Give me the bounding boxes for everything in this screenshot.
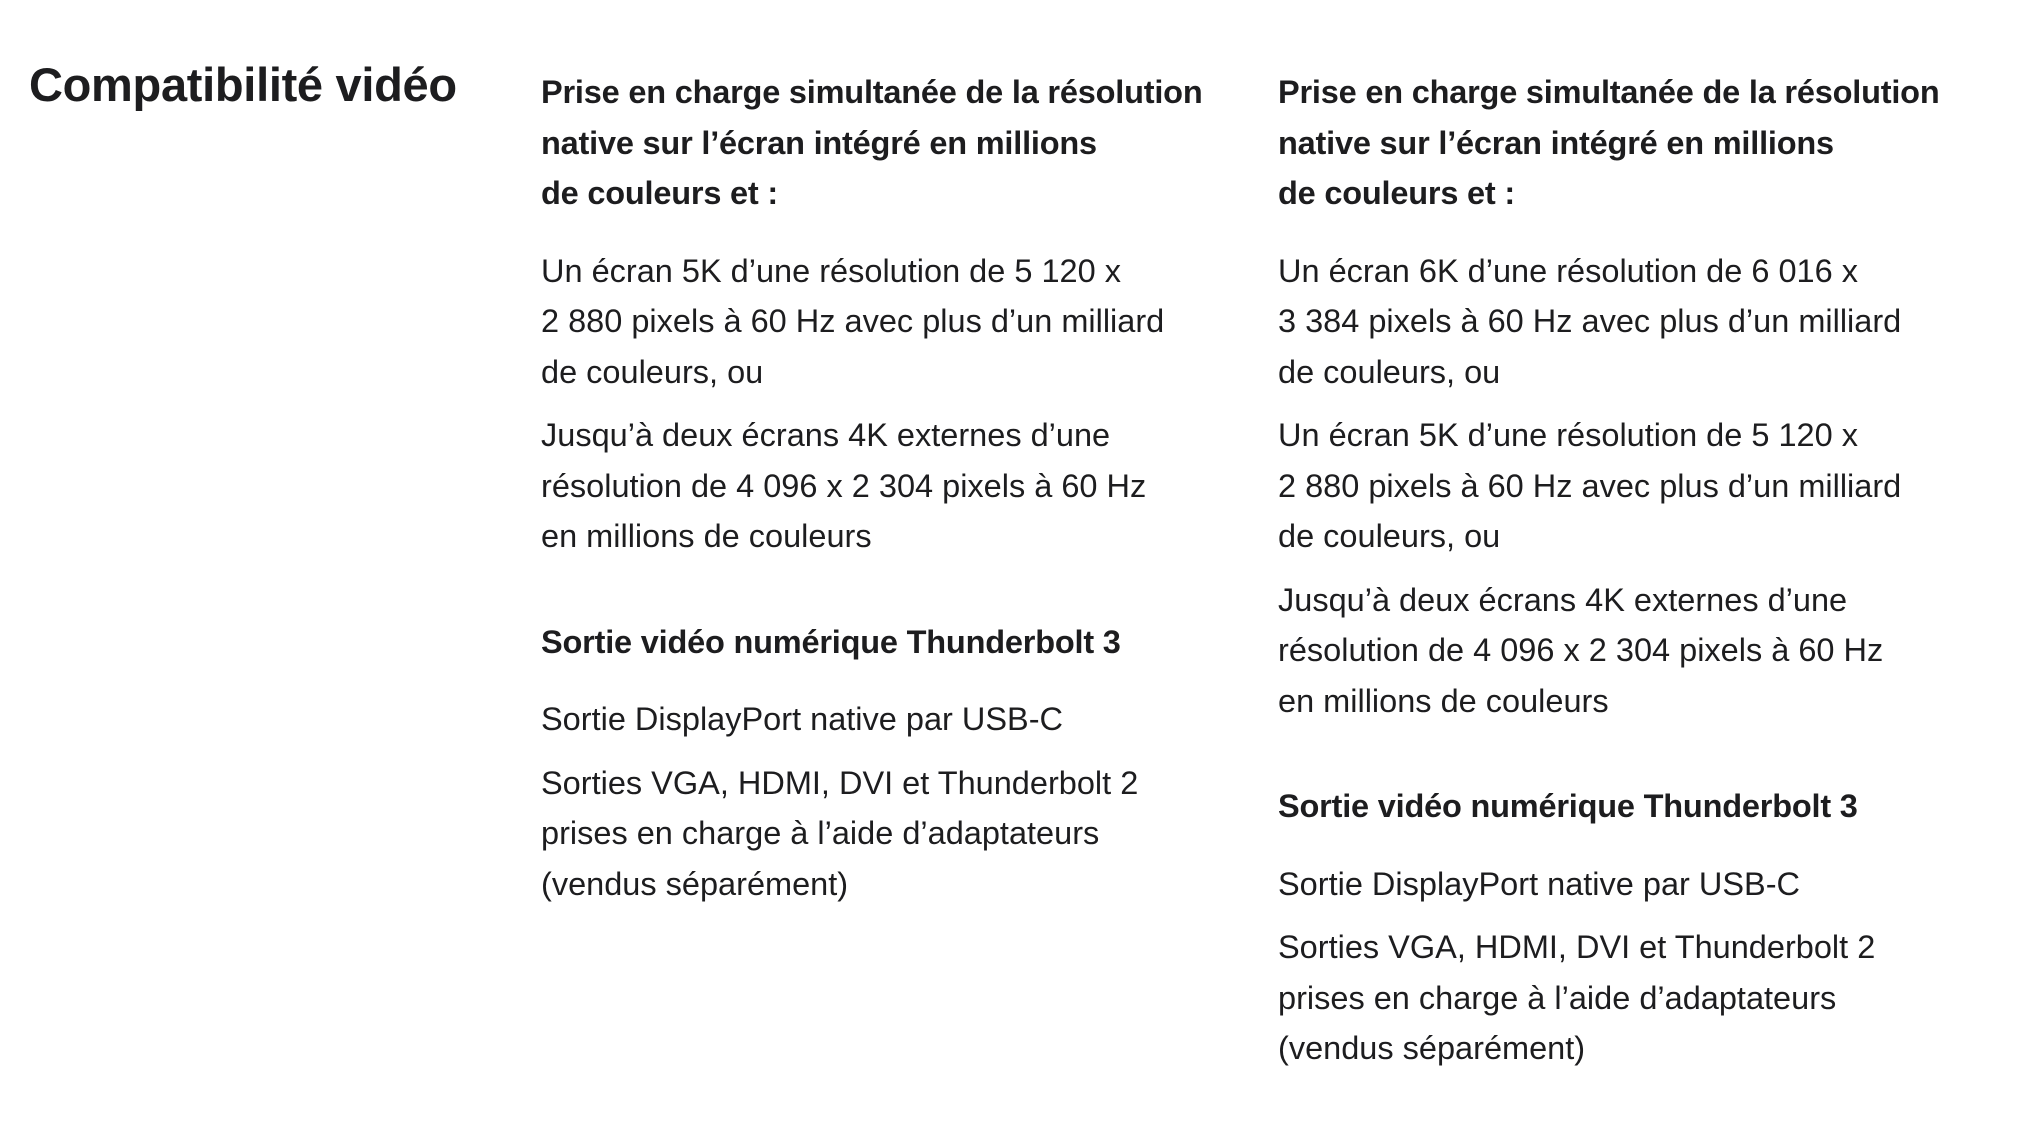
spec-line: prises en charge à l’aide d’adaptateurs bbox=[1278, 979, 1837, 1016]
spec-line: en millions de couleurs bbox=[541, 518, 872, 554]
spec-item bbox=[541, 246, 1246, 398]
column-subheading: Sortie vidéo numérique Thunderbolt 3 bbox=[541, 623, 1121, 660]
spec-line: Un écran 5K d’une résolution de 5 120 x bbox=[1278, 417, 1858, 453]
spec-line: Sorties VGA, HDMI, DVI et Thunderbolt 2 bbox=[1278, 929, 1876, 965]
spec-line: Jusqu’à deux écrans 4K externes d’une bbox=[1278, 581, 1848, 618]
spec-line: (vendus séparément) bbox=[1278, 1030, 1586, 1066]
spec-item bbox=[541, 694, 1246, 745]
spec-line: résolution de 4 096 x 2 304 pixels à 60 Hz bbox=[1278, 632, 1884, 668]
heading-line: Prise en charge simultanée de la résolution bbox=[541, 74, 1203, 110]
heading-line: Prise en charge simultanée de la résolution bbox=[1278, 74, 1940, 110]
section-title: Compatibilité vidéo bbox=[29, 58, 457, 111]
spec-line: 2 880 pixels à 60 Hz avec plus d’un milliard bbox=[1278, 467, 1902, 504]
spec-line: de couleurs, ou bbox=[1278, 518, 1501, 554]
column-heading bbox=[541, 67, 1246, 219]
heading-line: native sur l’écran intégré en millions bbox=[541, 124, 1097, 161]
spec-line: de couleurs, ou bbox=[541, 353, 764, 390]
spec-line: Sorties VGA, HDMI, DVI et Thunderbolt 2 bbox=[541, 764, 1139, 801]
spec-item bbox=[1278, 575, 1983, 727]
heading-line: native sur l’écran intégré en millions bbox=[1278, 124, 1834, 161]
heading-line: de couleurs et : bbox=[541, 175, 778, 211]
heading-line: de couleurs et : bbox=[1278, 175, 1515, 211]
spec-line: Un écran 6K d’une résolution de 6 016 x bbox=[1278, 252, 1858, 289]
spec-line: prises en charge à l’aide d’adaptateurs bbox=[541, 815, 1100, 851]
spec-line: Sortie DisplayPort native par USB-C bbox=[1278, 865, 1800, 902]
spec-item bbox=[1278, 859, 1983, 910]
spec-line: résolution de 4 096 x 2 304 pixels à 60 Hz bbox=[541, 467, 1147, 504]
spec-line: en millions de couleurs bbox=[1278, 682, 1609, 719]
spec-item bbox=[541, 758, 1246, 910]
spec-column-1 bbox=[541, 67, 1246, 922]
spec-line: de couleurs, ou bbox=[1278, 353, 1501, 390]
spec-column-2 bbox=[1278, 67, 1983, 1087]
spec-line: Un écran 5K d’une résolution de 5 120 x bbox=[541, 252, 1121, 289]
spec-line: 2 880 pixels à 60 Hz avec plus d’un milliard bbox=[541, 303, 1165, 339]
spec-item bbox=[1278, 246, 1983, 398]
spec-line: Jusqu’à deux écrans 4K externes d’une bbox=[541, 417, 1111, 453]
spec-item bbox=[1278, 922, 1983, 1074]
spec-line: Sortie DisplayPort native par USB-C bbox=[541, 701, 1063, 737]
column-heading bbox=[1278, 67, 1983, 219]
spec-line: (vendus séparément) bbox=[541, 865, 849, 902]
spec-line: 3 384 pixels à 60 Hz avec plus d’un milliard bbox=[1278, 303, 1902, 339]
spec-item bbox=[1278, 410, 1983, 562]
spec-item bbox=[541, 410, 1246, 562]
column-subheading: Sortie vidéo numérique Thunderbolt 3 bbox=[1278, 788, 1858, 824]
